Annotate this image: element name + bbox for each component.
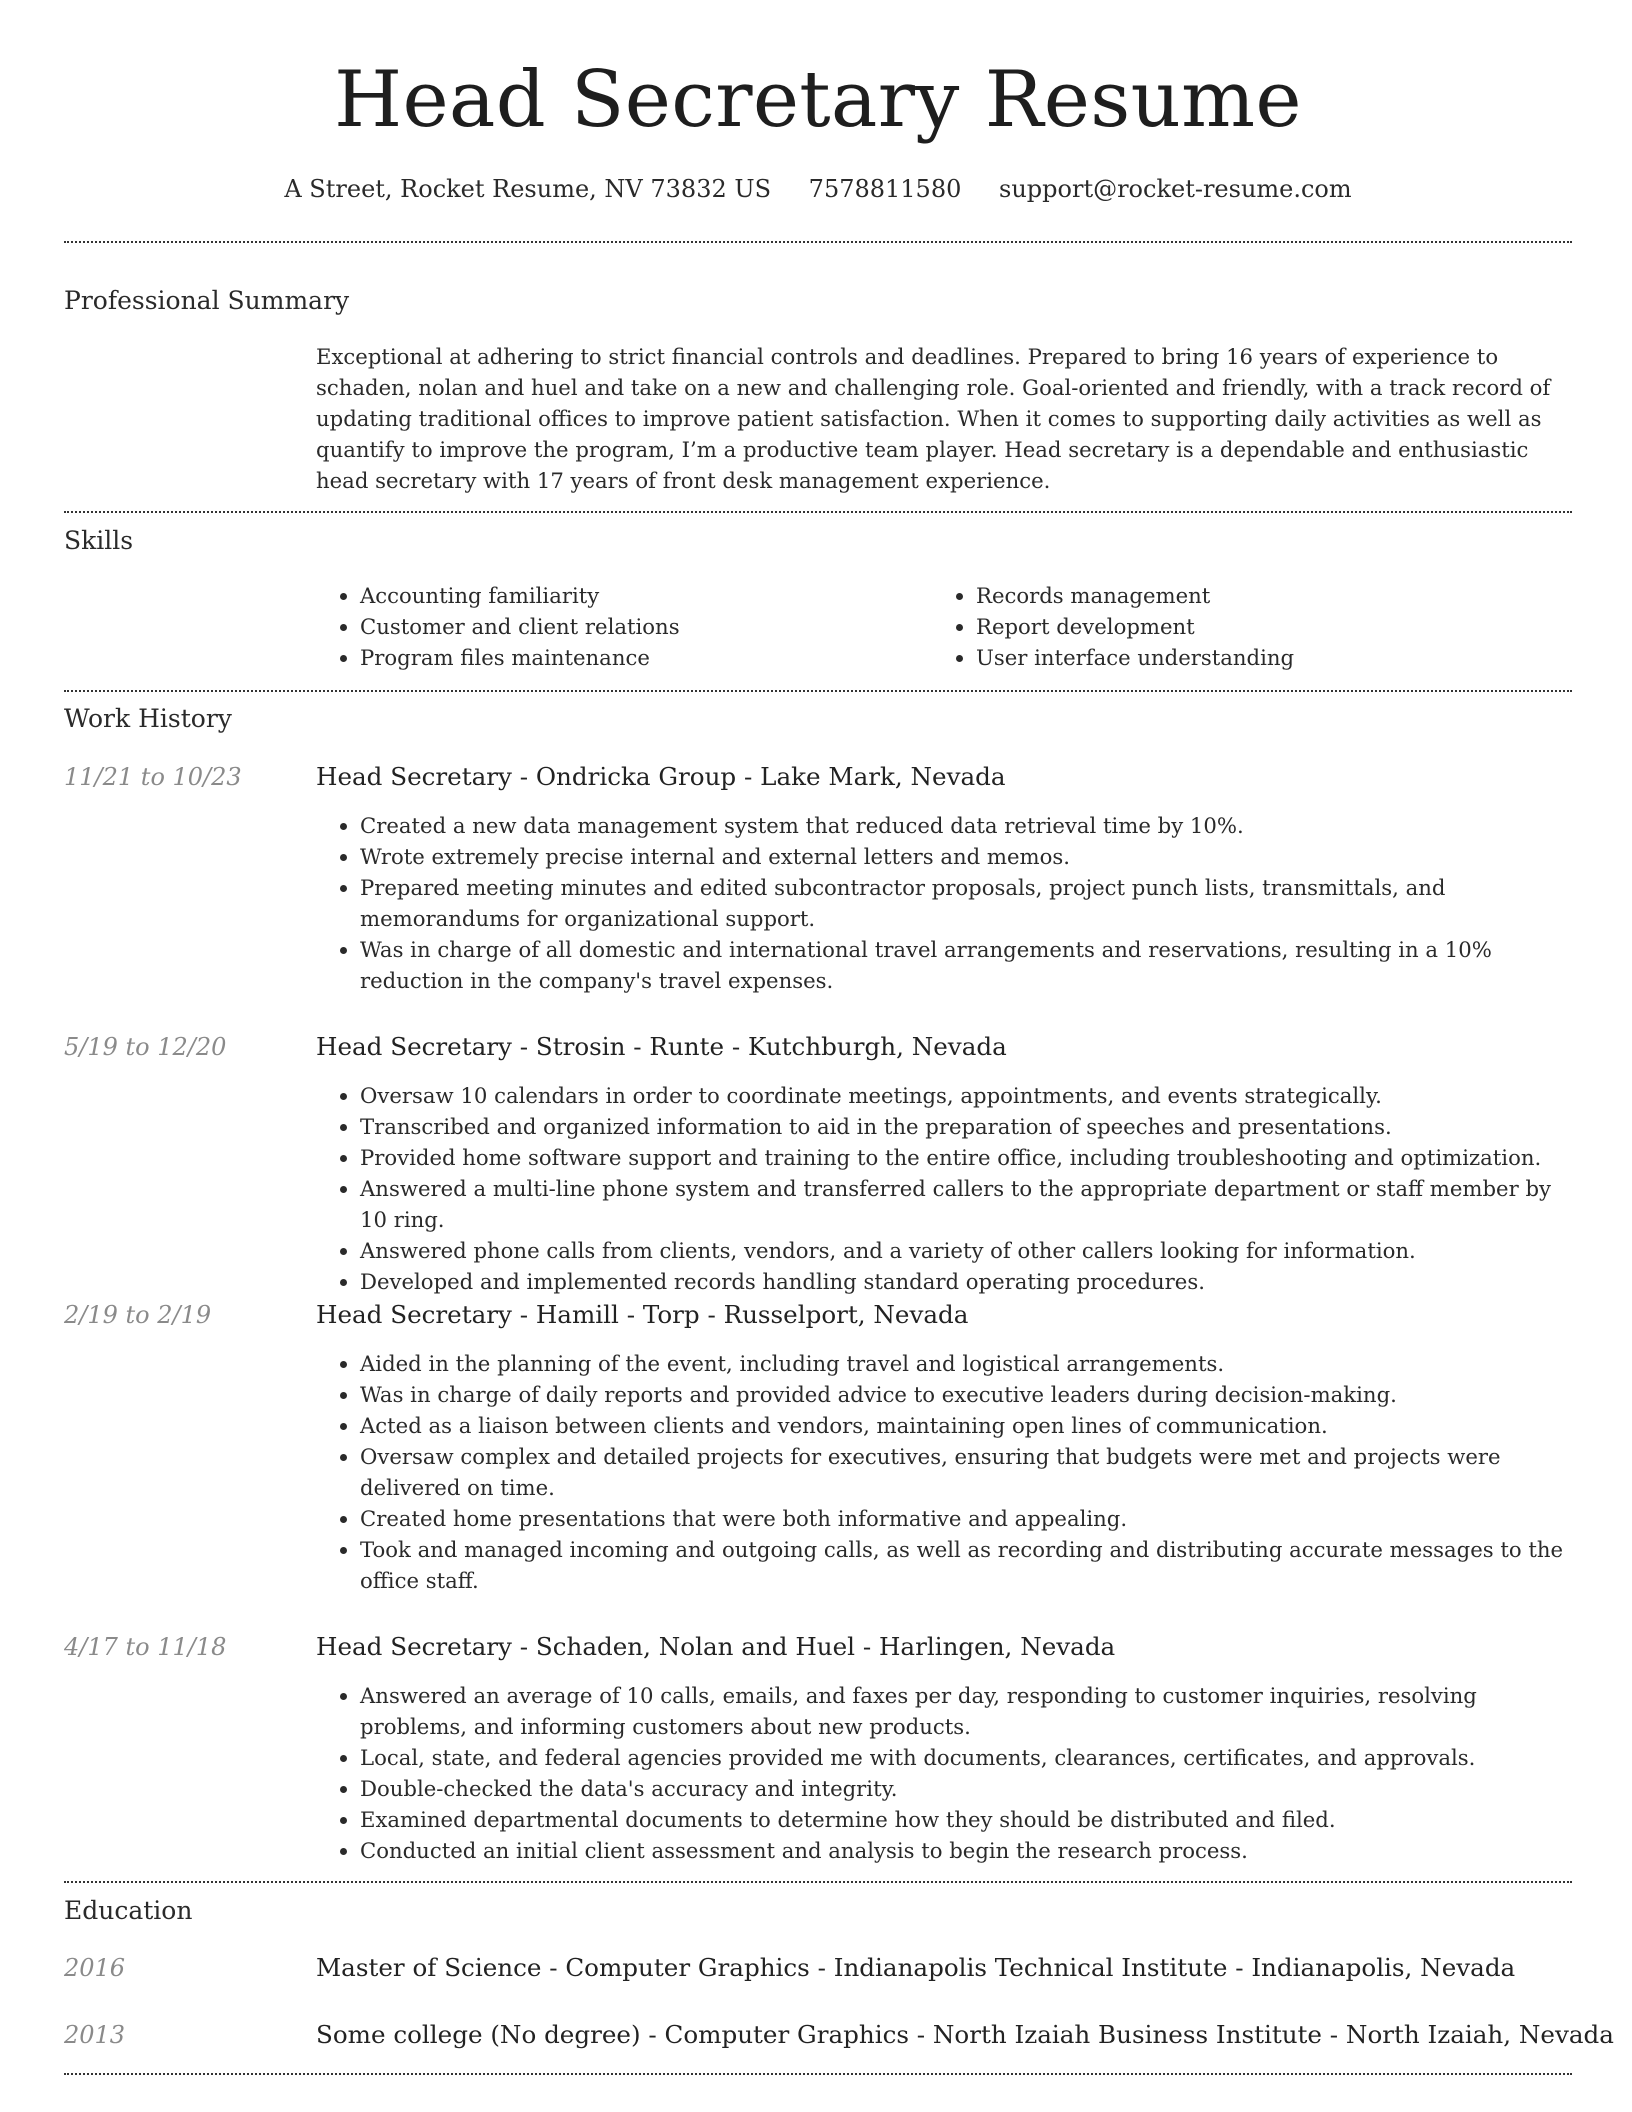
job-title: Head Secretary - Ondricka Group - Lake Mark, Nevada — [316, 762, 1006, 791]
education-year: 2016 — [64, 1954, 126, 1982]
job-bullets — [316, 1080, 1572, 1297]
contact-email: support@rocket-resume.com — [999, 175, 1352, 203]
job-bullet: • Created a new data management system that reduced data retrieval time by 10%. — [360, 810, 1572, 841]
job-bullet: • Wrote extremely precise internal and external letters and memos. — [360, 841, 1572, 872]
job-bullets — [316, 1348, 1572, 1596]
job-bullet: • Answered an average of 10 calls, emails, and faxes per day, responding to customer inquiries, resolving problems, and informing customers about new products. — [360, 1680, 1572, 1742]
resume-title: Head Secretary Resume — [334, 55, 1302, 145]
job-bullet: • Provided home software support and training to the entire office, including troubleshooting and optimization. — [360, 1142, 1572, 1173]
job-bullet: • Created home presentations that were both informative and appealing. — [360, 1503, 1572, 1534]
job-bullet: • Double-checked the data's accuracy and integrity. — [360, 1773, 1572, 1804]
summary-text: Exceptional at adhering to strict financial controls and deadlines. Prepared to bring 16 years of experience to schaden, nolan and huel and take on a new and challenging role. Goal-oriented and friendly, with a track record of updating traditional offices to improve patient satisfaction. When it comes to supporting daily activities as well as quantify to improve the program, I’m a productive team player. Head secretary is a dependable and enthusiastic head secretary with 17 years of front desk management experience. — [316, 344, 1551, 493]
job-bullet: • Aided in the planning of the event, including travel and logistical arrangements. — [360, 1348, 1572, 1379]
divider — [64, 241, 1572, 243]
divider — [64, 511, 1572, 513]
job-bullet: • Developed and implemented records handling standard operating procedures. — [360, 1266, 1572, 1297]
job-bullet: • Oversaw 10 calendars in order to coordinate meetings, appointments, and events strategically. — [360, 1080, 1572, 1111]
job-bullet: • Was in charge of all domestic and international travel arrangements and reservations, resulting in a 10% reduction in the company's travel expenses. — [360, 934, 1572, 996]
divider — [64, 2073, 1572, 2075]
divider — [64, 690, 1572, 692]
skill-item: • Accounting familiarity — [360, 580, 916, 611]
education-degree: Some college (No degree) - Computer Graphics - North Izaiah Business Institute - North Izaiah, Nevada — [316, 2020, 1614, 2049]
job-bullets — [316, 810, 1572, 996]
skill-item: • Program files maintenance — [360, 642, 916, 673]
contact-phone: 7578811580 — [808, 175, 962, 203]
job-dates: 5/19 to 12/20 — [64, 1033, 227, 1061]
skill-item: • Report development — [976, 611, 1532, 642]
job-bullet: • Examined departmental documents to determine how they should be distributed and filed. — [360, 1804, 1572, 1835]
job-bullets — [316, 1680, 1572, 1866]
job-title: Head Secretary - Schaden, Nolan and Huel - Harlingen, Nevada — [316, 1632, 1116, 1661]
job-bullet: • Answered phone calls from clients, vendors, and a variety of other callers looking for information. — [360, 1235, 1572, 1266]
summary-heading: Professional Summary — [64, 286, 350, 315]
contact-address: A Street, Rocket Resume, NV 73832 US — [284, 175, 772, 203]
job-bullet: • Oversaw complex and detailed projects for executives, ensuring that budgets were met and projects were delivered on time. — [360, 1441, 1572, 1503]
job-bullet: • Answered a multi-line phone system and transferred callers to the appropriate department or staff member by 10 ring. — [360, 1173, 1572, 1235]
job-bullet: • Took and managed incoming and outgoing calls, as well as recording and distributing accurate messages to the office staff. — [360, 1534, 1572, 1596]
job-bullet: • Was in charge of daily reports and provided advice to executive leaders during decision-making. — [360, 1379, 1572, 1410]
job-dates: 2/19 to 2/19 — [64, 1301, 212, 1329]
skill-item: • Records management — [976, 580, 1532, 611]
skills-list-right — [932, 580, 1532, 673]
skill-item: • Customer and client relations — [360, 611, 916, 642]
education-year: 2013 — [64, 2021, 126, 2049]
skills-list-left — [316, 580, 916, 673]
job-bullet: • Local, state, and federal agencies provided me with documents, clearances, certificates, and approvals. — [360, 1742, 1572, 1773]
job-dates: 4/17 to 11/18 — [64, 1633, 227, 1661]
job-title: Head Secretary - Strosin - Runte - Kutchburgh, Nevada — [316, 1032, 1007, 1061]
divider — [64, 1881, 1572, 1883]
job-title: Head Secretary - Hamill - Torp - Russelport, Nevada — [316, 1300, 969, 1329]
education-heading: Education — [64, 1896, 193, 1925]
job-bullet: • Conducted an initial client assessment and analysis to begin the research process. — [360, 1835, 1572, 1866]
skill-item: • User interface understanding — [976, 642, 1532, 673]
contact-line — [64, 171, 1572, 207]
job-bullet: • Transcribed and organized information to aid in the preparation of speeches and presentations. — [360, 1111, 1572, 1142]
skills-heading: Skills — [64, 526, 134, 555]
job-bullet: • Prepared meeting minutes and edited subcontractor proposals, project punch lists, transmittals, and memorandums for organizational support. — [360, 872, 1572, 934]
job-dates: 11/21 to 10/23 — [64, 763, 242, 791]
job-bullet: • Acted as a liaison between clients and vendors, maintaining open lines of communication. — [360, 1410, 1572, 1441]
education-degree: Master of Science - Computer Graphics - Indianapolis Technical Institute - Indianapolis, Nevada — [316, 1953, 1516, 1982]
work-heading: Work History — [64, 704, 232, 733]
